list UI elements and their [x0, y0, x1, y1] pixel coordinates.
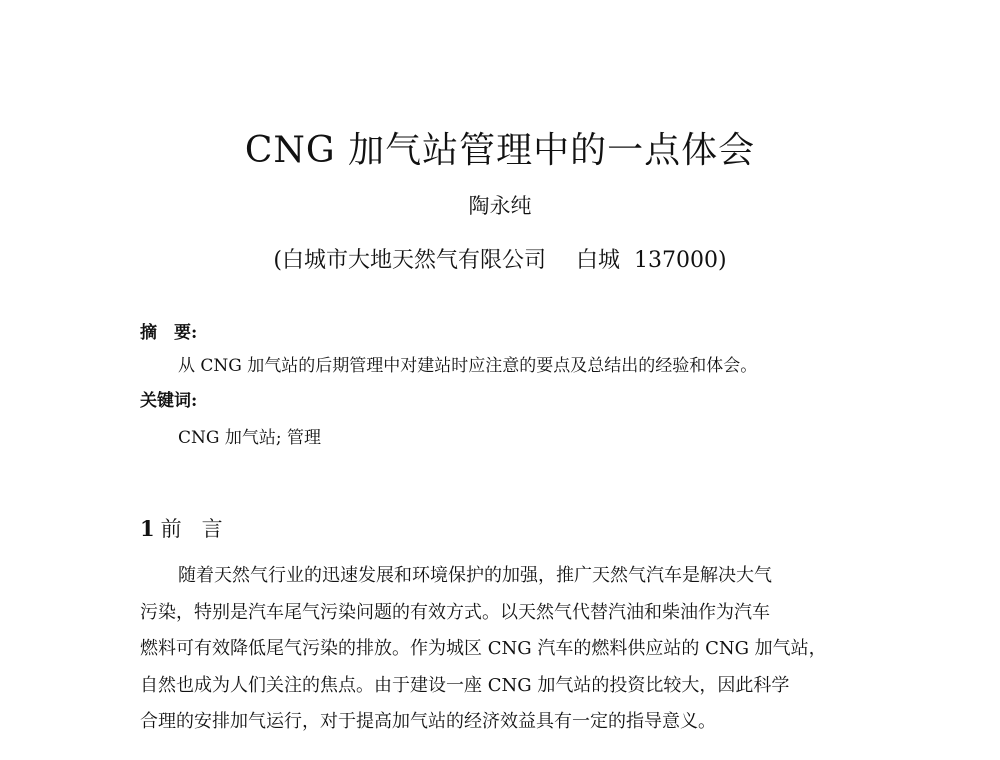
section-title: 前言 [160, 517, 243, 541]
section-heading [140, 513, 243, 543]
paper-title: CNG 加气站管理中的一点体会 [244, 130, 756, 171]
affiliation-open-paren: ( [273, 248, 282, 273]
section-body [140, 558, 862, 741]
section-number: 1 [140, 516, 155, 541]
affiliation-postcode: 137000 [634, 248, 718, 273]
body-line: 污染，特别是汽车尾气污染问题的有效方式。以天然气代替汽油和柴油作为汽车 [140, 601, 770, 623]
affiliation-close-paren: ) [718, 248, 727, 273]
body-line: 燃料可有效降低尾气污染的排放。作为城区 CNG 汽车的燃料供应站的 CNG 加气站， [140, 638, 827, 659]
affiliation-organization: 白城市大地天然气有限公司 [281, 248, 546, 273]
body-line: 随着天然气行业的迅速发展和环境保护的加强，推广天然气汽车是解决大气 [178, 565, 772, 586]
abstract-text: 从 CNG 加气站的后期管理中对建站时应注意的要点及总结出的经验和体会。 [178, 356, 758, 376]
body-line: 合理的安排加气运行，对于提高加气站的经济效益具有一定的指导意义。 [140, 711, 716, 732]
keywords-label: 关键词: [140, 391, 198, 411]
body-line: 自然也成为人们关注的焦点。由于建设一座 CNG 加气站的投资比较大，因此科学 [140, 674, 790, 696]
affiliation-city: 白城 [576, 248, 621, 273]
author-affiliation [0, 243, 1000, 274]
abstract-label: 摘 要: [140, 323, 198, 343]
author-name: 陶永纯 [468, 194, 532, 218]
keywords-text: CNG 加气站; 管理 [178, 428, 321, 448]
